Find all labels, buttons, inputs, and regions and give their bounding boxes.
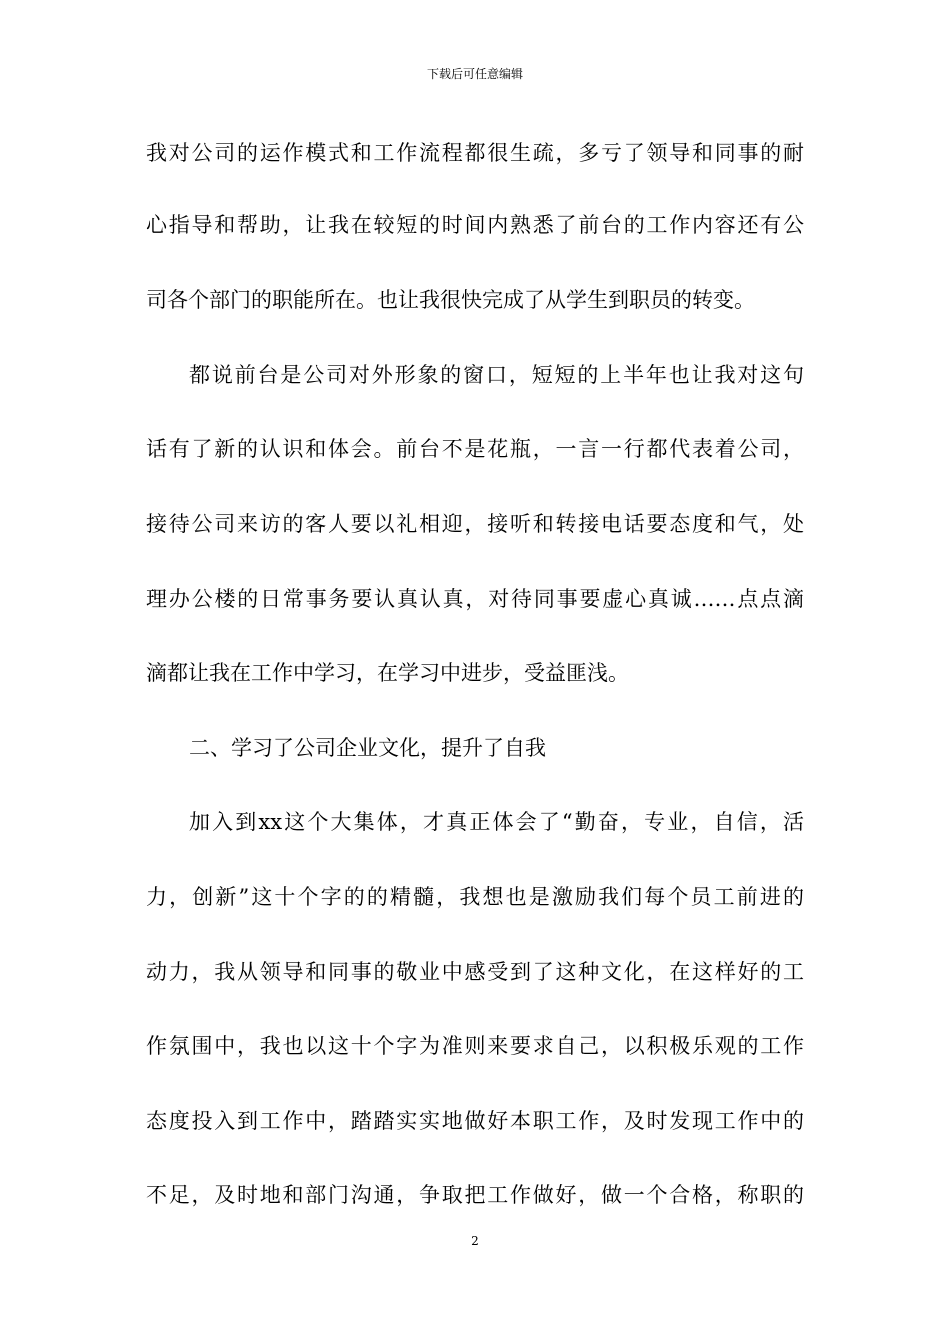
text-line: 滴都让我在工作中学习，在学习中进步，受益匪浅。 [146,661,629,685]
page-number: 2 [471,1234,479,1248]
paragraph-first-line: 都说前台是公司对外形象的窗口，短短的上半年也让我对这句 [189,363,804,387]
text-line: 接待公司来访的客人要以礼相迎，接听和转接电话要态度和气，处 [146,512,804,536]
section-heading: 二、学习了公司企业文化，提升了自我 [189,736,546,760]
paragraph-first-line: 加入到xx这个大集体，才真正体会了“勤奋，专业，自信，活 [189,810,804,834]
text-line: 司各个部门的职能所在。也让我很快完成了从学生到职员的转变。 [146,288,755,312]
text-line: 动力，我从领导和同事的敬业中感受到了这种文化，在这样好的工 [146,960,804,984]
text-line: 作氛围中，我也以这十个字为准则来要求自己，以积极乐观的工作 [146,1034,804,1058]
text-line: 不足，及时地和部门沟通，争取把工作做好，做一个合格，称职的 [146,1183,804,1207]
text-line: 力，创新”这十个字的的精髓，我想也是激励我们每个员工前进的 [146,885,804,909]
text-line: 心指导和帮助，让我在较短的时间内熟悉了前台的工作内容还有公 [146,213,804,237]
page-header: 下载后可任意编辑 [426,67,523,81]
text-line: 我对公司的运作模式和工作流程都很生疏，多亏了领导和同事的耐 [146,141,804,165]
text-line: 理办公楼的日常事务要认真认真，对待同事要虚心真诚……点点滴 [146,587,804,611]
text-line: 态度投入到工作中，踏踏实实地做好本职工作，及时发现工作中的 [146,1109,804,1133]
text-line: 话有了新的认识和体会。前台不是花瓶，一言一行都代表着公司， [146,437,804,461]
